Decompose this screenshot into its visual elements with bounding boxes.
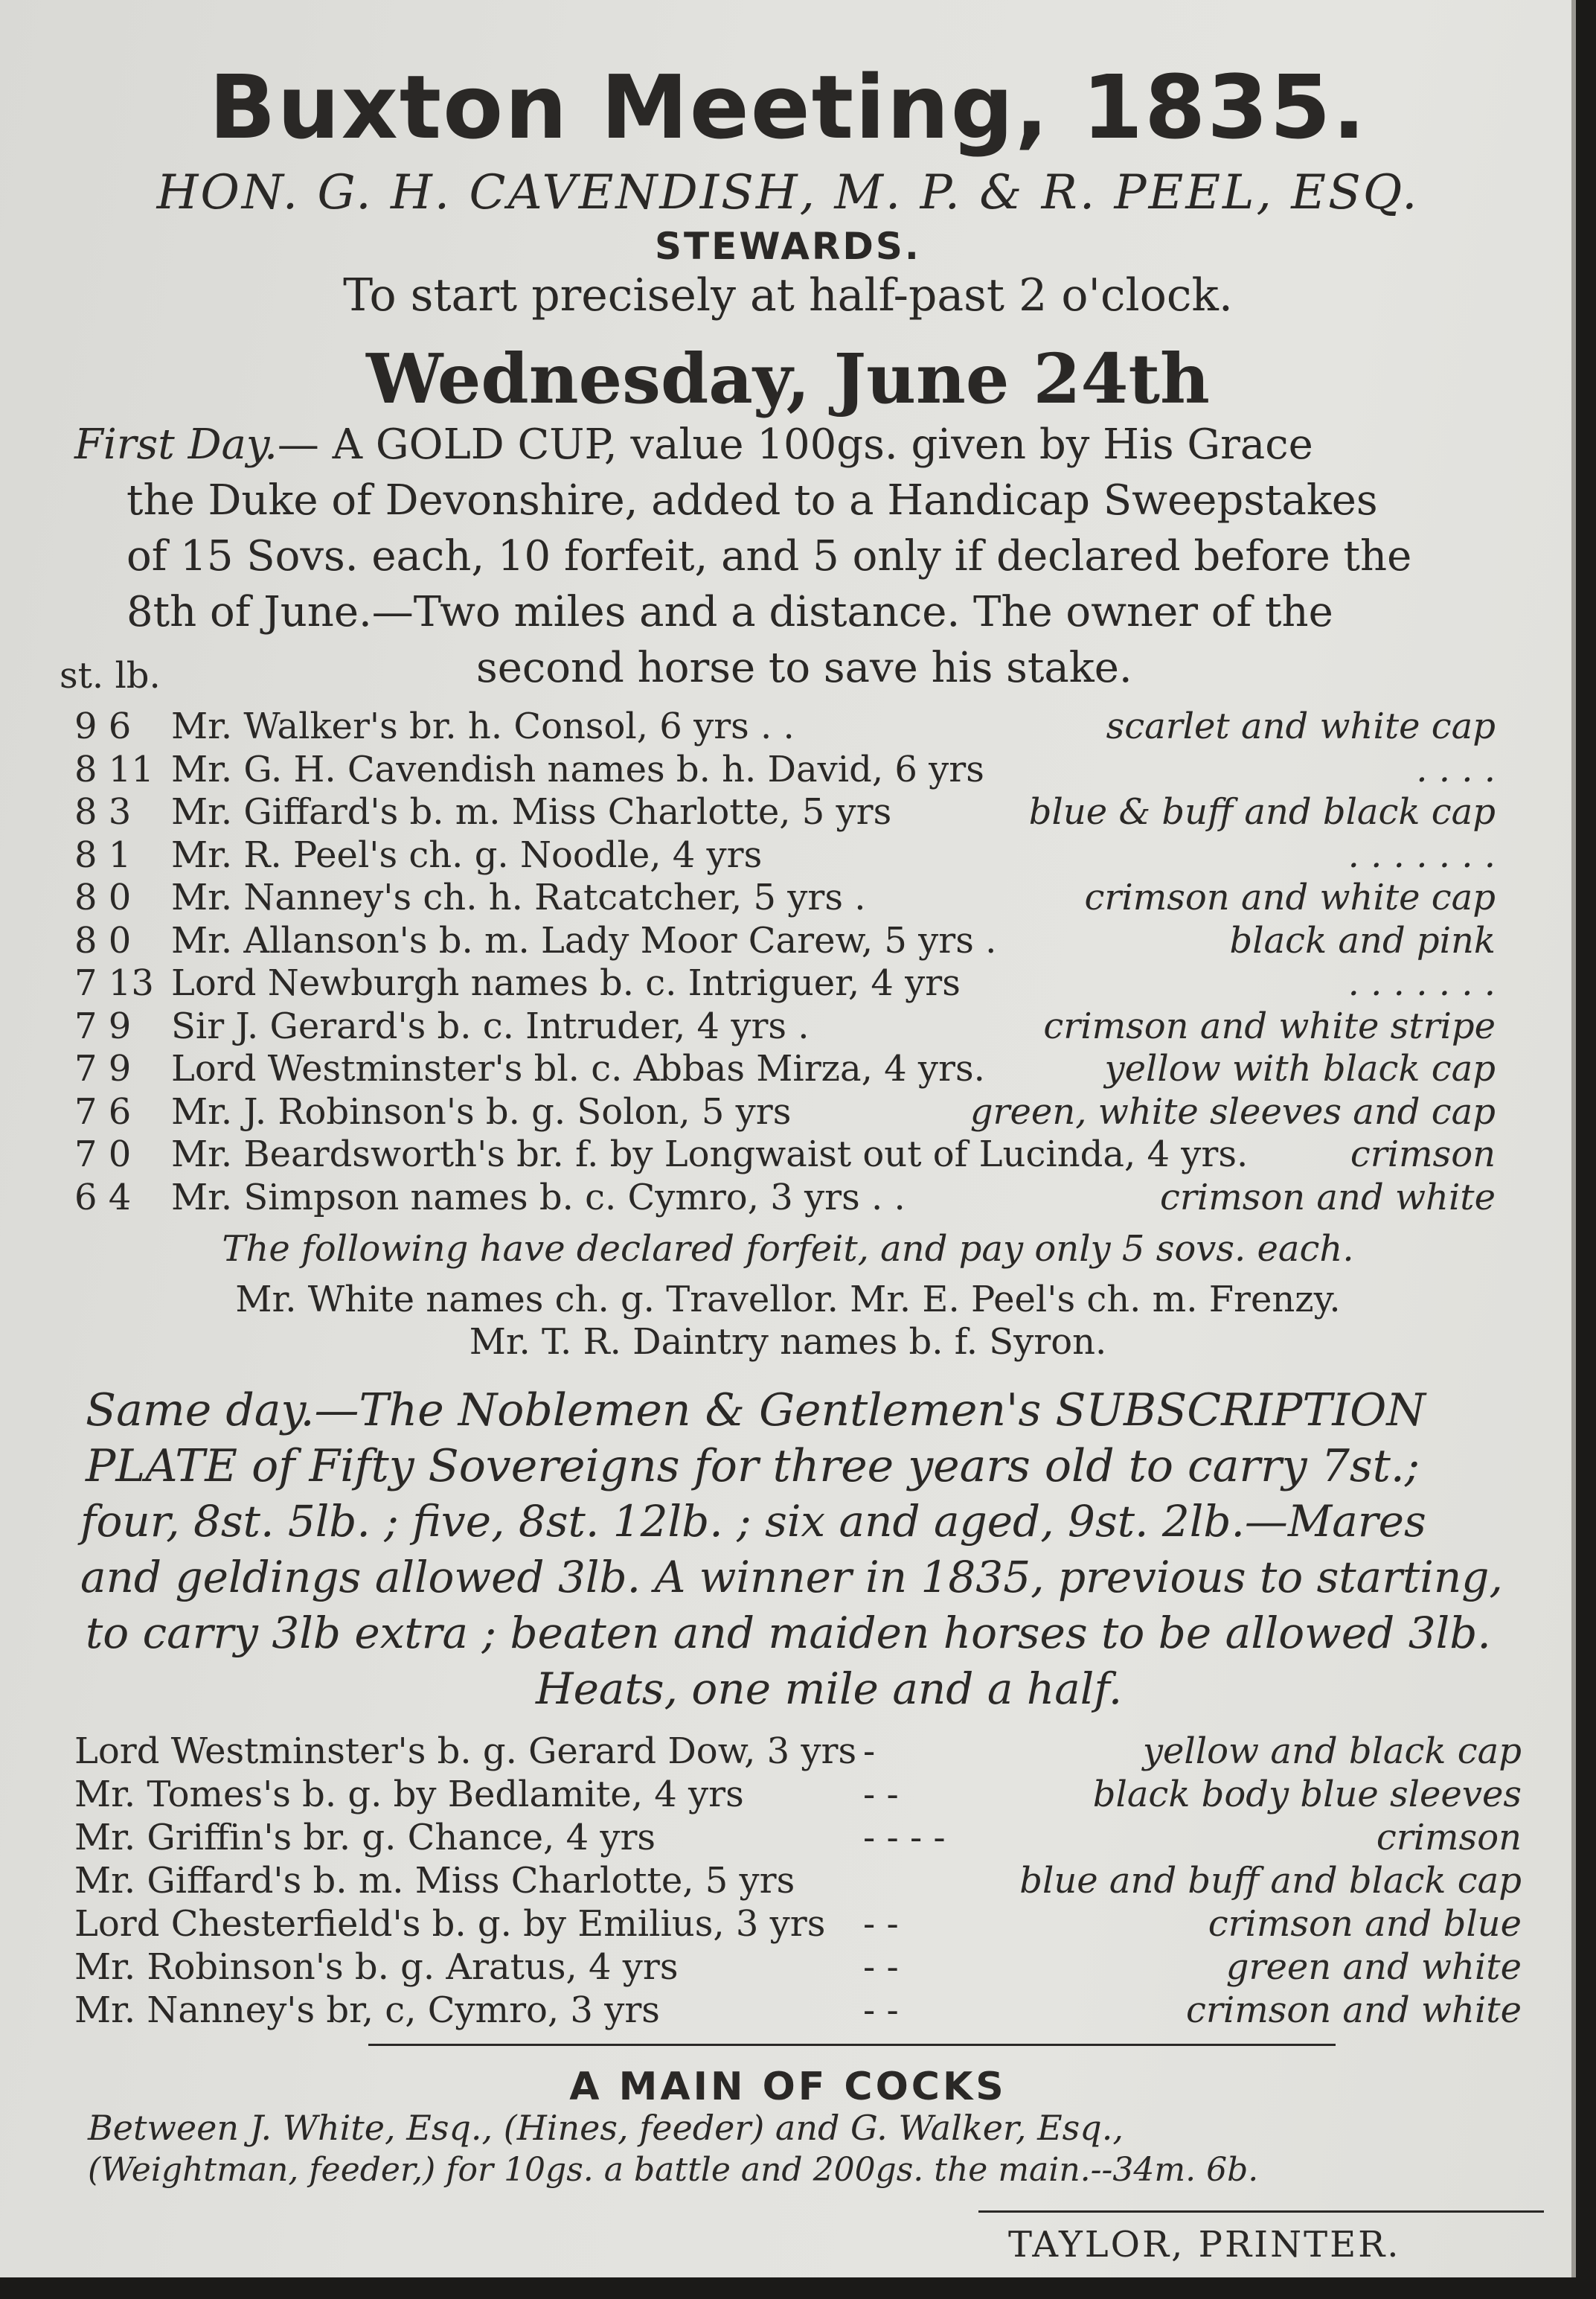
entry-colors: crimson and blue: [1208, 1903, 1522, 1945]
entry-colors: blue & buff and black cap: [1028, 791, 1496, 833]
entry-description: Mr. Nanney's ch. h. Ratcatcher, 5 yrs .: [171, 877, 866, 918]
entry-description: Mr. Tomes's b. g. by Bedlamite, 4 yrs: [74, 1774, 744, 1815]
divider-rule: [368, 2044, 1336, 2046]
cocks-line-1: Between J. White, Esq., (Hines, feeder) and G. Walker, Esq.,: [88, 2108, 1124, 2148]
race2-line-2: PLATE of Fifty Sovereigns for three years old to carry 7st.;: [86, 1440, 1420, 1492]
race2-entry-row: [74, 1989, 1522, 2031]
entry-colors: crimson and white cap: [1084, 877, 1496, 918]
race1-entry-row: [74, 791, 1496, 833]
entry-description: Sir J. Gerard's b. c. Intruder, 4 yrs .: [171, 1005, 810, 1047]
race2-line-6: Heats, one mile and a half.: [536, 1663, 1123, 1714]
entry-weight: 7 9: [74, 1048, 132, 1090]
race1-entry-row: [74, 1005, 1496, 1047]
entry-colors: crimson: [1350, 1133, 1496, 1175]
entry-weight: 8 0: [74, 877, 132, 918]
meeting-date: Wednesday, June 24th: [366, 339, 1210, 419]
entry-colors: . . . .: [1416, 748, 1496, 790]
race1-lead: First Day.: [74, 421, 278, 469]
race2-entry-row: [74, 1903, 1522, 1945]
race1-line-5: second horse to save his stake.: [476, 644, 1132, 692]
race1-entry-row: [74, 877, 1496, 918]
entry-weight: 8 11: [74, 748, 154, 790]
entry-description: Mr. G. H. Cavendish names b. h. David, 6 yrs: [171, 748, 984, 790]
entry-colors: . . . . . . .: [1347, 962, 1496, 1004]
entry-description: Mr. Nanney's br, c, Cymro, 3 yrs: [74, 1989, 660, 2031]
page-title: Buxton Meeting, 1835.: [208, 56, 1368, 159]
entry-weight: 8 0: [74, 919, 132, 962]
entry-dashes: - -: [863, 1946, 899, 1988]
entry-weight: 7 9: [74, 1005, 132, 1047]
stewards-label: STEWARDS.: [655, 225, 921, 268]
race1-line-4: 8th of June.—Two miles and a distance. The owner of the: [126, 588, 1333, 636]
entry-description: Mr. R. Peel's ch. g. Noodle, 4 yrs: [171, 834, 763, 876]
entry-weight: 7 13: [74, 962, 154, 1004]
forfeit-line-2: Mr. T. R. Daintry names b. f. Syron.: [469, 1321, 1107, 1363]
entry-description: Mr. J. Robinson's b. g. Solon, 5 yrs: [171, 1090, 792, 1133]
entry-dashes: -: [863, 1730, 876, 1772]
entry-dashes: - -: [863, 1774, 899, 1815]
race1-text-1: — A GOLD CUP, value 100gs. given by His Grace: [277, 421, 1313, 469]
entry-description: Mr. Simpson names b. c. Cymro, 3 yrs . .: [171, 1176, 906, 1218]
entry-weight: 7 0: [74, 1133, 132, 1175]
forfeit-line-1: Mr. White names ch. g. Travellor. Mr. E. Peel's ch. m. Frenzy.: [235, 1279, 1341, 1320]
entry-colors: crimson and white: [1160, 1176, 1496, 1218]
race1-line-2: the Duke of Devonshire, added to a Handicap Sweepstakes: [126, 476, 1378, 525]
stewards-names: HON. G. H. CAVENDISH, M. P. & R. PEEL, ESQ.: [156, 165, 1420, 220]
weight-header: st. lb.: [60, 655, 161, 697]
race2-line-4: and geldings allowed 3lb. A winner in 1835, previous to starting,: [80, 1552, 1503, 1602]
entry-description: Lord Westminster's b. g. Gerard Dow, 3 yrs: [74, 1730, 857, 1772]
entry-weight: 6 4: [74, 1176, 132, 1218]
entry-colors: yellow with black cap: [1104, 1048, 1496, 1090]
race1-entry-row: [74, 706, 1496, 747]
entry-description: Mr. Griffin's br. g. Chance, 4 yrs: [74, 1817, 656, 1858]
entry-colors: crimson and white stripe: [1043, 1005, 1496, 1047]
race1-entry-row: [74, 1048, 1496, 1090]
race1-entry-row: [74, 749, 1496, 790]
entry-colors: crimson: [1376, 1817, 1522, 1858]
race1-entry-row: [74, 920, 1496, 962]
entry-description: Mr. Giffard's b. m. Miss Charlotte, 5 yrs: [171, 791, 892, 833]
entry-description: Mr. Beardsworth's br. f. by Longwaist out of Lucinda, 4 yrs.: [171, 1133, 1249, 1175]
race2-entry-row: [74, 1860, 1522, 1902]
entry-colors: black and pink: [1229, 919, 1496, 962]
entry-description: Lord Newburgh names b. c. Intriguer, 4 yrs: [171, 962, 961, 1004]
entry-dashes: - -: [863, 1989, 899, 2031]
race2-entry-row: [74, 1946, 1522, 1988]
entry-weight: 8 1: [74, 834, 132, 876]
race1-line-1: [74, 421, 1313, 469]
entry-description: Mr. Robinson's b. g. Aratus, 4 yrs: [74, 1946, 679, 1988]
start-time: To start precisely at half-past 2 o'clock.: [343, 269, 1233, 322]
entry-weight: 9 6: [74, 706, 132, 747]
race1-entry-row: [74, 1133, 1496, 1175]
race1-entry-row: [74, 1091, 1496, 1133]
entry-description: Lord Westminster's bl. c. Abbas Mirza, 4 yrs.: [171, 1048, 985, 1090]
entry-colors: green, white sleeves and cap: [970, 1090, 1496, 1133]
printer-rule: [978, 2210, 1544, 2213]
entry-colors: yellow and black cap: [1142, 1730, 1522, 1772]
entry-colors: scarlet and white cap: [1106, 706, 1496, 747]
entry-colors: black body blue sleeves: [1092, 1774, 1522, 1815]
race2-line-5: to carry 3lb extra ; beaten and maiden horses to be allowed 3lb.: [86, 1608, 1491, 1658]
entry-colors: green and white: [1225, 1946, 1522, 1988]
entry-description: Lord Chesterfield's b. g. by Emilius, 3 yrs: [74, 1903, 826, 1945]
entry-description: Mr. Allanson's b. m. Lady Moor Carew, 5 yrs .: [171, 919, 997, 962]
race2-entry-row: [74, 1730, 1522, 1772]
entry-weight: 8 3: [74, 791, 132, 833]
entry-dashes: - -: [863, 1903, 899, 1945]
race2-line-1: Same day.—The Noblemen & Gentlemen's SUBSCRIPTION: [86, 1384, 1426, 1436]
entry-colors: blue and buff and black cap: [1019, 1860, 1522, 1902]
entry-weight: 7 6: [74, 1090, 132, 1133]
entry-dashes: - - - -: [863, 1817, 946, 1858]
entry-description: Mr. Walker's br. h. Consol, 6 yrs . .: [171, 706, 795, 747]
race1-entry-row: [74, 1177, 1496, 1218]
entry-colors: . . . . . . .: [1347, 834, 1496, 876]
race2-entry-row: [74, 1774, 1522, 1815]
entry-colors: crimson and white: [1186, 1989, 1522, 2031]
printer-imprint: TAYLOR, PRINTER.: [1008, 2224, 1401, 2266]
cocks-line-2: (Weightman, feeder,) for 10gs. a battle and 200gs. the main.--34m. 6b.: [88, 2151, 1259, 2189]
cocks-title: A MAIN OF COCKS: [569, 2065, 1007, 2109]
race1-entry-row: [74, 834, 1496, 876]
race1-entry-row: [74, 962, 1496, 1004]
race2-entry-row: [74, 1817, 1522, 1858]
race1-line-3: of 15 Sovs. each, 10 forfeit, and 5 only if declared before the: [126, 532, 1412, 581]
entry-description: Mr. Giffard's b. m. Miss Charlotte, 5 yrs: [74, 1860, 795, 1902]
forfeit-note: The following have declared forfeit, and pay only 5 sovs. each.: [222, 1228, 1354, 1270]
race2-line-3: four, 8st. 5lb. ; five, 8st. 12lb. ; six and aged, 9st. 2lb.—Mares: [80, 1496, 1426, 1547]
